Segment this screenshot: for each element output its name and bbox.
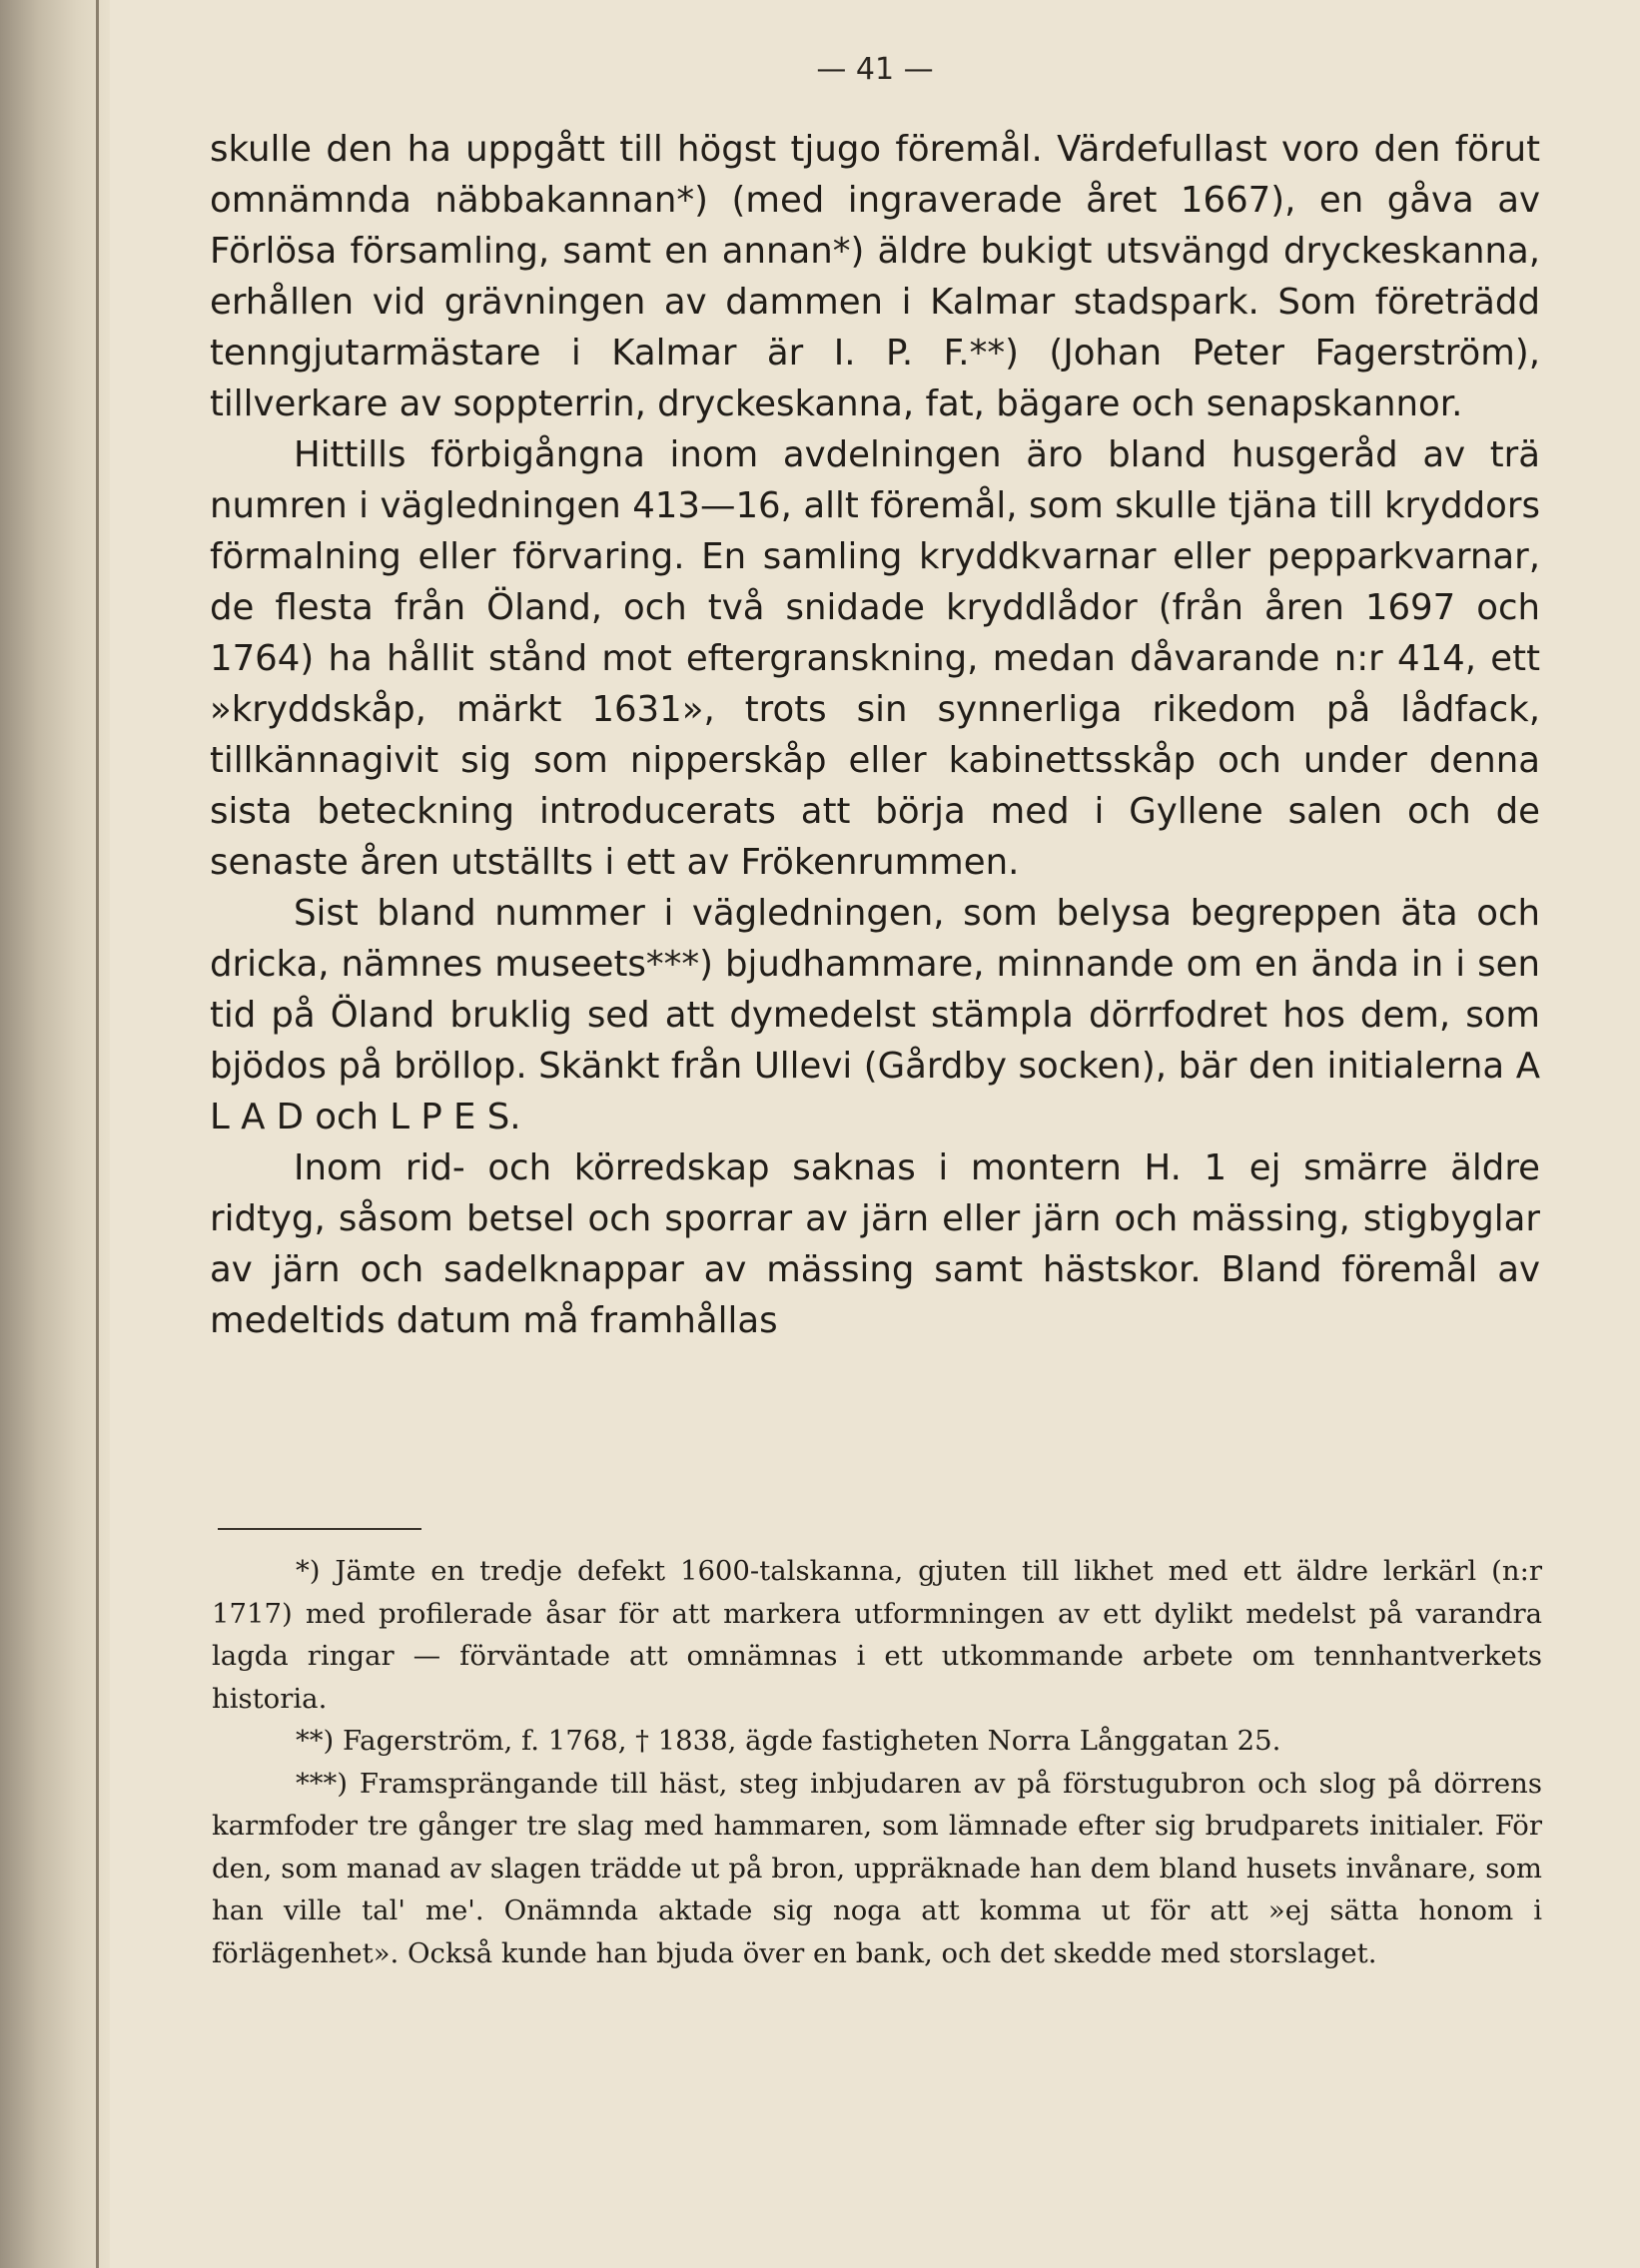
paragraph-3: Sist bland nummer i vägledningen, som belysa begreppen äta och dricka, nämnes museets***) bjudhammare, minnande om en ända in i sen tid på Öland bruklig sed att dymedelst stämpla dörrfodret hos dem, som bjödos på bröllop. Skänkt från Ullevi (Gårdby socken), bär den initialerna A L A D och L P E S. [210,893,1540,1137]
page-number: — 41 — [816,52,934,87]
body-text [210,124,1540,1346]
book-spine-shadow [0,0,110,2268]
binding-edge [96,0,99,2268]
paragraph-4: Inom rid- och körredskap saknas i montern H. 1 ej smärre äldre ridtyg, såsom betsel och sporrar av järn eller järn och mässing, stigbyglar av järn och sadelknappar av mässing samt hästskor. Bland föremål av medeltids datum må framhållas [210,1147,1540,1341]
footnotes [212,1550,1542,1974]
book-page [110,0,1640,2268]
footnote-3: ***) Framsprängande till häst, steg inbjudaren av på förstugubron och slog på dörrens karmfoder tre gånger tre slag med hammaren, som lämnade efter sig brudparets initialer. För den, som manad av slagen trädde ut på bron, uppräknade han dem bland husets invånare, som han ville tal' me'. Onämnda aktade sig noga att komma ut för att »ej sätta honom i förlägenhet». Också kunde han bjuda över en bank, och det skedde med storslaget. [212,1767,1542,1969]
footnote-2: **) Fagerström, f. 1768, † 1838, ägde fastigheten Norra Långgatan 25. [296,1725,1281,1757]
footnote-1: *) Jämte en tredje defekt 1600-talskanna, gjuten till likhet med ett äldre lerkärl (n:r 1717) med profilerade åsar för att markera utformningen av ett dylikt medelst på varandra lagda ringar — förväntade att omnämnas i ett utkommande arbete om tennhantverkets historia. [212,1555,1542,1715]
footnote-divider [218,1528,421,1530]
paragraph-2: Hittills förbigångna inom avdelningen äro bland husgeråd av trä numren i vägledningen 413—16, allt föremål, som skulle tjäna till kryddors förmalning eller förvaring. En samling kryddkvarnar eller pepparkvarnar, de flesta från Öland, och två snidade kryddlådor (från åren 1697 och 1764) ha hållit stånd mot eftergranskning, medan dåvarande n:r 414, ett »kryddskåp, märkt 1631», trots sin synnerliga rikedom på lådfack, tillkännagivit sig som nipperskåp eller kabinettsskåp och under denna sista beteckning introducerats att börja med i Gyllene salen och de senaste åren utställts i ett av Frökenrummen. [210,434,1540,883]
paragraph-1: skulle den ha uppgått till högst tjugo föremål. Värdefullast voro den förut omnämnda näbbakannan*) (med ingraverade året 1667), en gåva av Förlösa församling, samt en annan*) äldre bukigt utsvängd dryckeskanna, erhållen vid grävningen av dammen i Kalmar stadspark. Som företrädd tenngjutarmästare i Kalmar är I. P. F.**) (Johan Peter Fagerström), tillverkare av soppterrin, dryckeskanna, fat, bägare och senapskannor. [210,129,1540,424]
